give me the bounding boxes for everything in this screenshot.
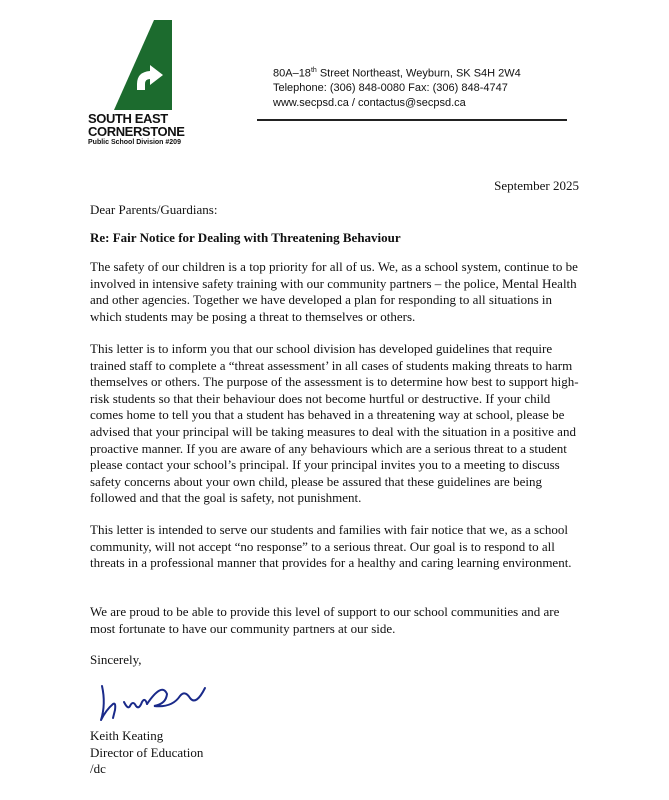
division-name [88,112,198,148]
division-logo [88,20,198,160]
web-email: www.secpsd.ca / contactus@secpsd.ca [273,96,466,109]
phone-fax: Telephone: (306) 848-0080 Fax: (306) 848-4747 [273,82,508,95]
street-address: 80A–18th Street Northeast, Weyburn, SK S4H 2W4 [273,67,521,80]
letter-date: September 2025 [494,178,579,193]
letterhead-address [273,64,521,110]
division-name-line3: Public School Division #209 [88,139,181,146]
signature-image [92,674,212,731]
signature-block [90,728,203,778]
typist-initials: /dc [90,761,106,776]
letterhead-rule [257,119,567,121]
subject-line: Re: Fair Notice for Dealing with Threatening Behaviour [90,230,401,245]
paragraph-4: We are proud to be able to provide this level of support to our school communities and are most fortunate to have our community partners at our side. [90,604,560,636]
division-name-line1: SOUTH EAST [88,111,168,126]
cornerstone-logo-icon [114,20,172,110]
paragraph-3: This letter is intended to serve our students and families with fair notice that we, as a school community, will not accept “no response” to a serious threat. Our goal is to respond to all threats in a professional manner that provides for a healthy and caring learning environment. [90,522,572,571]
division-name-line2: CORNERSTONE [88,124,185,139]
paragraph-2: This letter is to inform you that our school division has developed guidelines that require trained staff to complete a “threat assessment’ in all cases of students making threats to harm themselves or others. The purpose of the assessment is to determine how best to support high-risk students so that their behaviour does not become hurtful or destructive. If your child comes home to tell you that a student has behaved in a threatening way at school, please be advised that your principal will be taking measures to deal with the situation in a positive and proactive manner. If you are aware of any behaviours which are a serious threat to a student please contact your school’s principal. If your principal invites you to a meeting to discuss safety concerns about your own child, please be assured that these guidelines are being followed and that the goal is safety, not punishment. [90,341,579,506]
paragraph-1: The safety of our children is a top priority for all of us. We, as a school system, continue to be involved in intensive safety training with our community partners – the police, Mental Health and other agencies. Together we have developed a plan for responding to all situations in which students may be posing a threat to themselves or others. [90,259,578,324]
closing: Sincerely, [90,652,142,667]
salutation: Dear Parents/Guardians: [90,202,218,217]
signer-name: Keith Keating [90,728,164,743]
signer-title: Director of Education [90,744,204,760]
